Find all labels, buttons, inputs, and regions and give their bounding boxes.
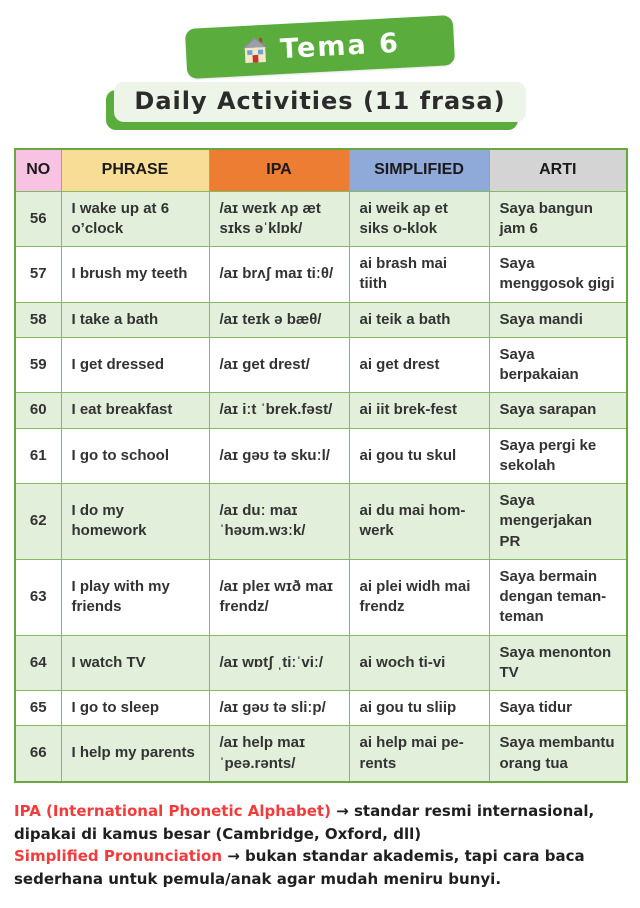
no-cell: 57	[15, 247, 61, 303]
phrase-cell: I get dressed	[61, 337, 209, 393]
arti-cell: Saya berpakaian	[489, 337, 627, 393]
table-row	[15, 635, 627, 691]
no-cell: 63	[15, 559, 61, 635]
simplified-cell: ai plei widh mai frendz	[349, 559, 489, 635]
ipa-cell: /aɪ wɒtʃ ˌtiːˈviː/	[209, 635, 349, 691]
no-cell: 60	[15, 393, 61, 428]
arti-cell: Saya mengerjakan PR	[489, 484, 627, 560]
table-row	[15, 484, 627, 560]
house-icon	[240, 36, 271, 66]
arti-cell: Saya pergi ke sekolah	[489, 428, 627, 484]
ipa-cell: /aɪ help maɪ ˈpeə.rənts/	[209, 726, 349, 782]
no-cell: 64	[15, 635, 61, 691]
phrase-cell: I help my parents	[61, 726, 209, 782]
no-cell: 66	[15, 726, 61, 782]
simplified-cell: ai weik ap et siks o-klok	[349, 191, 489, 247]
table-row	[15, 691, 627, 726]
footer-notes	[14, 800, 626, 890]
simplified-note-lead: Simplified Pronunciation	[14, 847, 223, 865]
ipa-note-lead: IPA (International Phonetic Alphabet)	[14, 802, 331, 820]
phrase-cell: I do my homework	[61, 484, 209, 560]
arti-cell: Saya menggosok gigi	[489, 247, 627, 303]
arti-cell: Saya tidur	[489, 691, 627, 726]
simplified-cell: ai brash mai tiith	[349, 247, 489, 303]
simplified-cell: ai gou tu skul	[349, 428, 489, 484]
arti-cell: Saya menonton TV	[489, 635, 627, 691]
column-header-ipa: IPA	[209, 149, 349, 191]
page-title: Daily Activities (11 frasa)	[114, 82, 525, 122]
table-row	[15, 302, 627, 337]
phrase-cell: I wake up at 6 o’clock	[61, 191, 209, 247]
table-row	[15, 337, 627, 393]
simplified-note	[14, 845, 626, 890]
simplified-cell: ai du mai hom-werk	[349, 484, 489, 560]
simplified-note-text: → bukan standar akademis, tapi cara baca sederhana untuk pemula/anak agar mudah meniru bunyi.	[14, 847, 585, 888]
arti-cell: Saya sarapan	[489, 393, 627, 428]
table-row	[15, 428, 627, 484]
ipa-note-text: → standar resmi internasional, dipakai di kamus besar (Cambridge, Oxford, dll)	[14, 802, 595, 843]
table-row	[15, 726, 627, 782]
table-row	[15, 559, 627, 635]
ipa-cell: /aɪ weɪk ʌp æt sɪks əˈklɒk/	[209, 191, 349, 247]
simplified-cell: ai get drest	[349, 337, 489, 393]
phrase-table	[14, 148, 628, 783]
phrase-cell: I go to school	[61, 428, 209, 484]
ipa-cell: /aɪ pleɪ wɪð maɪ frendz/	[209, 559, 349, 635]
sparkle-icon	[442, 1, 488, 47]
phrase-cell: I take a bath	[61, 302, 209, 337]
phrase-cell: I go to sleep	[61, 691, 209, 726]
column-header-no: NO	[15, 149, 61, 191]
no-cell: 58	[15, 302, 61, 337]
column-header-phrase: PHRASE	[61, 149, 209, 191]
simplified-cell: ai woch ti-vi	[349, 635, 489, 691]
column-header-simplified: SIMPLIFIED	[349, 149, 489, 191]
theme-banner-wrap	[0, 22, 640, 72]
phrase-cell: I play with my friends	[61, 559, 209, 635]
phrase-cell: I brush my teeth	[61, 247, 209, 303]
arti-cell: Saya mandi	[489, 302, 627, 337]
table-body	[15, 191, 627, 782]
arti-cell: Saya bermain dengan teman-teman	[489, 559, 627, 635]
ipa-cell: /aɪ duː maɪ ˈhəʊm.wɜːk/	[209, 484, 349, 560]
ipa-cell: /aɪ ɡəʊ tə skuːl/	[209, 428, 349, 484]
theme-title: Tema 6	[279, 27, 401, 65]
ipa-note	[14, 800, 626, 845]
simplified-cell: ai iit brek-fest	[349, 393, 489, 428]
table-header-row	[15, 149, 627, 191]
table-row	[15, 393, 627, 428]
subtitle-banner-wrap	[0, 82, 640, 122]
ipa-cell: /aɪ ɡəʊ tə sliːp/	[209, 691, 349, 726]
no-cell: 59	[15, 337, 61, 393]
simplified-cell: ai help mai pe-rents	[349, 726, 489, 782]
arti-cell: Saya bangun jam 6	[489, 191, 627, 247]
simplified-cell: ai teik a bath	[349, 302, 489, 337]
theme-banner	[185, 15, 455, 79]
simplified-cell: ai gou tu sliip	[349, 691, 489, 726]
arti-cell: Saya membantu orang tua	[489, 726, 627, 782]
phrase-cell: I watch TV	[61, 635, 209, 691]
phrase-cell: I eat breakfast	[61, 393, 209, 428]
table-row	[15, 191, 627, 247]
ipa-cell: /aɪ brʌʃ maɪ tiːθ/	[209, 247, 349, 303]
ipa-cell: /aɪ teɪk ə bæθ/	[209, 302, 349, 337]
ipa-cell: /aɪ iːt ˈbrek.fəst/	[209, 393, 349, 428]
no-cell: 62	[15, 484, 61, 560]
column-header-arti: ARTI	[489, 149, 627, 191]
ipa-cell: /aɪ get drest/	[209, 337, 349, 393]
no-cell: 65	[15, 691, 61, 726]
table-row	[15, 247, 627, 303]
no-cell: 61	[15, 428, 61, 484]
no-cell: 56	[15, 191, 61, 247]
